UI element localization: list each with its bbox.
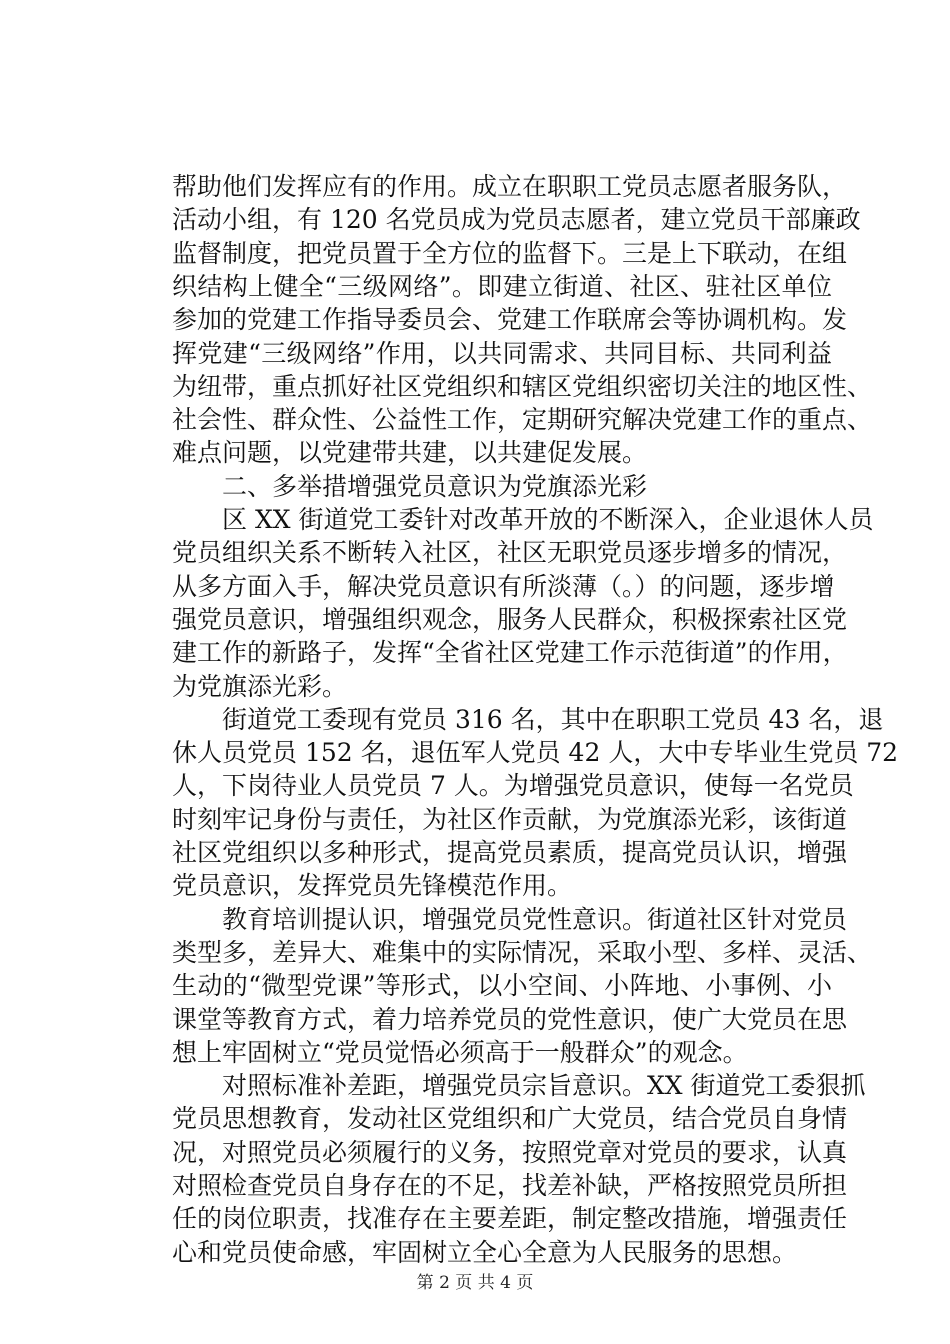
paragraph-line: 为党旗添光彩。 xyxy=(172,671,348,701)
paragraph-line: 心和党员使命感，牢固树立全心全意为人民服务的思想。 xyxy=(172,1237,798,1267)
paragraph-line: 想上牢固树立“党员觉悟必须高于一般群众”的观念。 xyxy=(172,1037,748,1067)
paragraph-line: 党员组织关系不断转入社区，社区无职党员逐步增多的情况， xyxy=(172,538,848,568)
paragraph-line: 强党员意识，增强组织观念，服务人民群众，积极探索社区党 xyxy=(172,604,848,634)
paragraph-line: 党员思想教育，发动社区党组织和广大党员，结合党员自身情 xyxy=(172,1104,848,1134)
paragraph-line: 参加的党建工作指导委员会、党建工作联席会等协调机构。发 xyxy=(172,305,848,335)
paragraph-line: 织结构上健全“三级网络”。即建立街道、社区、驻社区单位 xyxy=(172,271,832,301)
paragraph-line: 教育培训提认识，增强党员党性意识。街道社区针对党员 xyxy=(222,904,848,934)
paragraph-line: 建工作的新路子，发挥“全省社区党建工作示范街道”的作用， xyxy=(172,638,848,668)
paragraph-line: 难点问题，以党建带共建，以共建促发展。 xyxy=(172,438,648,468)
paragraph-line: 对照检查党员自身存在的不足，找差补缺，严格按照党员所担 xyxy=(172,1171,848,1200)
paragraph-line: 挥党建“三级网络”作用，以共同需求、共同目标、共同利益 xyxy=(172,338,832,368)
paragraph-line: 街道党工委现有党员 316 名，其中在职职工党员 43 名，退 xyxy=(222,704,884,734)
paragraph-line: 党员意识，发挥党员先锋模范作用。 xyxy=(172,871,573,901)
paragraph-line: 任的岗位职责，找准存在主要差距，制定整改措施，增强责任 xyxy=(172,1204,848,1234)
paragraph-line: 帮助他们发挥应有的作用。成立在职职工党员志愿者服务队， xyxy=(172,172,848,201)
paragraph-line: 类型多，差异大、难集中的实际情况，采取小型、多样、灵活、 xyxy=(172,937,873,967)
page-number-footer: 第 2 页 共 4 页 xyxy=(416,1273,534,1293)
paragraph-line: 监督制度，把党员置于全方位的监督下。三是上下联动，在组 xyxy=(172,238,848,268)
paragraph-line: 区 XX 街道党工委针对改革开放的不断深入，企业退休人员 xyxy=(222,505,874,534)
paragraph-line: 为纽带，重点抓好社区党组织和辖区党组织密切关注的地区性、 xyxy=(172,371,873,401)
paragraph-line: 活动小组，有 120 名党员成为党员志愿者，建立党员干部廉政 xyxy=(172,205,861,235)
paragraph-line: 课堂等教育方式，着力培养党员的党性意识，使广大党员在思 xyxy=(172,1004,848,1034)
paragraph-line: 况，对照党员必须履行的义务，按照党章对党员的要求，认真 xyxy=(172,1137,848,1167)
paragraph-line: 休人员党员 152 名，退伍军人党员 42 人，大中专毕业生党员 72 xyxy=(172,738,899,768)
section-heading: 二、多举措增强党员意识为党旗添光彩 xyxy=(222,471,648,501)
paragraph-line: 时刻牢记身份与责任，为社区作贡献，为党旗添光彩，该街道 xyxy=(172,804,848,834)
paragraph-line: 对照标准补差距，增强党员宗旨意识。XX 街道党工委狠抓 xyxy=(222,1071,866,1101)
paragraph-line: 从多方面入手，解决党员意识有所淡薄（。）的问题，逐步增 xyxy=(172,571,835,601)
paragraph-line: 社会性、群众性、公益性工作，定期研究解决党建工作的重点、 xyxy=(172,405,873,435)
paragraph-line: 人，下岗待业人员党员 7 人。为增强党员意识，使每一名党员 xyxy=(172,771,854,801)
paragraph-line: 社区党组织以多种形式，提高党员素质，提高党员认识，增强 xyxy=(172,838,848,867)
paragraph-line: 生动的“微型党课”等形式，以小空间、小阵地、小事例、小 xyxy=(172,971,832,1001)
